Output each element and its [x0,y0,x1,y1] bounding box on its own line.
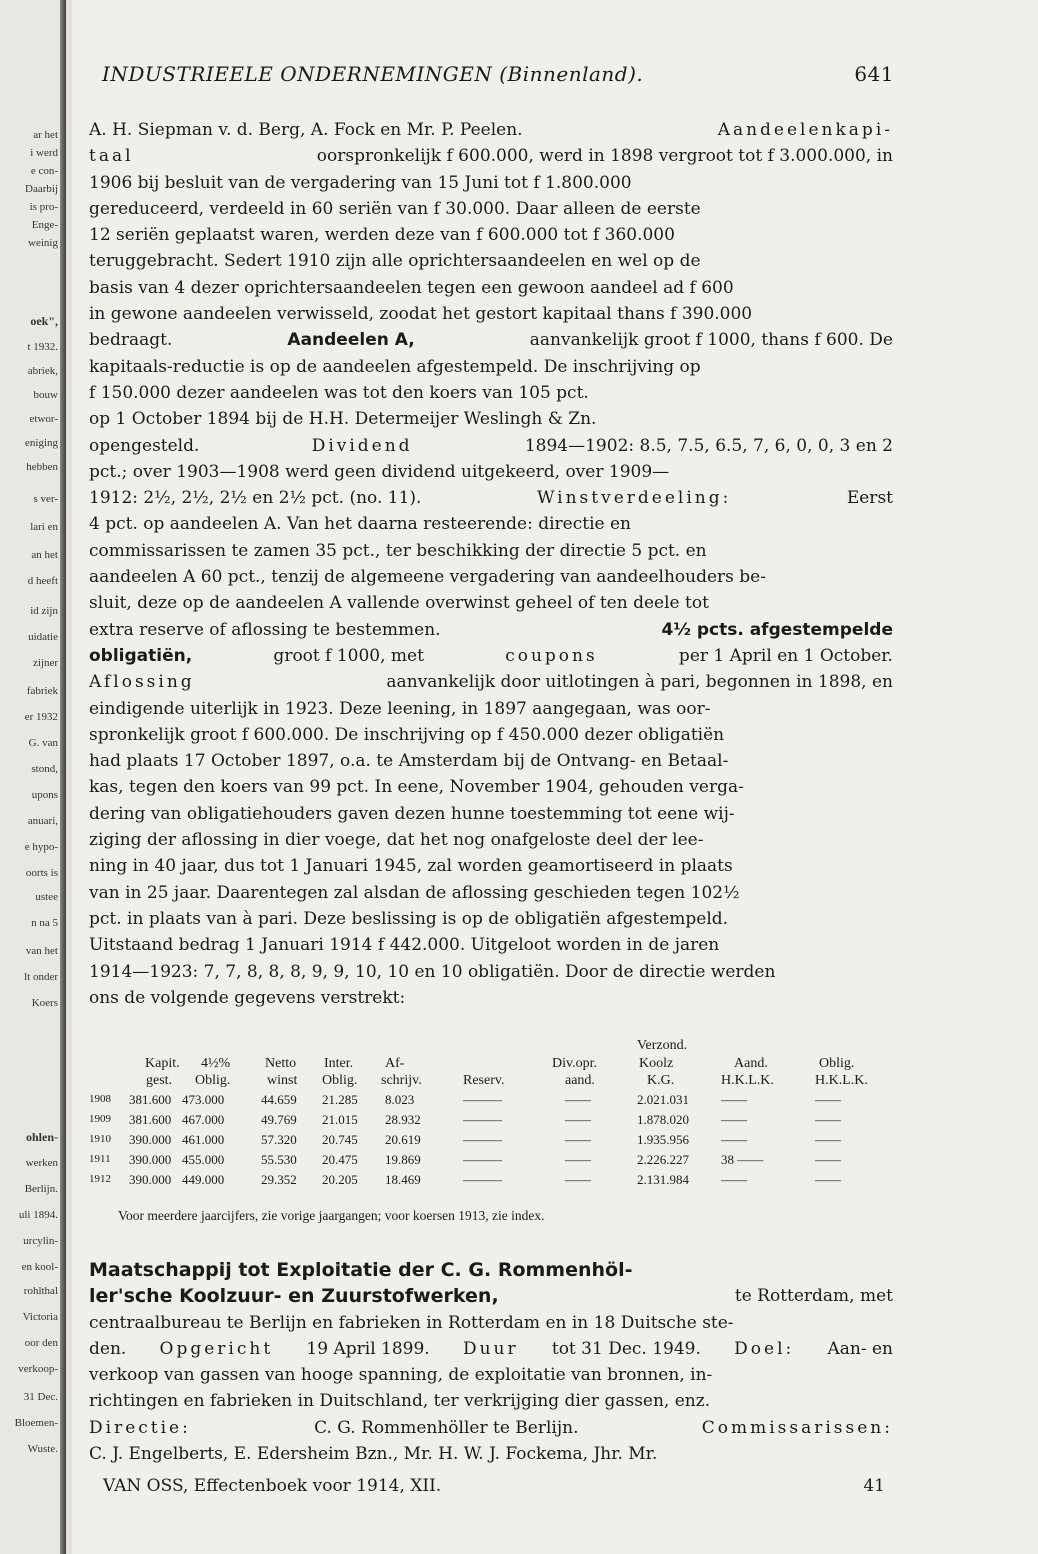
text-line [89,1283,893,1309]
text-run: Aflossing [89,672,195,693]
gutter-fragment: upons [31,789,58,801]
table-cell: —— [565,1112,591,1127]
gutter-fragment: an het [31,549,58,561]
gutter-fragment: id zijn [30,605,58,617]
text-run: Eerst [841,488,893,509]
text-run: ning in 40 jaar, dus tot 1 Januari 1945, zal worden geamortiseerd in plaats [89,856,733,877]
table-cell: —— [565,1092,591,1107]
table-header: Kapit. [145,1056,180,1071]
gutter-fragment: stond, [31,763,58,775]
company-entry-rommenholler [89,1257,893,1467]
gutter-fragment: is pro- [29,201,58,213]
text-line [89,774,893,800]
table-cell: —— [565,1152,591,1167]
table-cell: 2.131.984 [637,1172,689,1187]
table-cell: 20.745 [322,1132,358,1147]
gutter-fragment: zijner [32,657,58,669]
text-run: gereduceerd, verdeeld in 60 seriën van f 30.000. Daar alleen de eerste [89,198,701,219]
table-header: 4½% [201,1056,231,1071]
text-run: ons de volgende gegevens verstrekt: [89,987,406,1008]
table-cell: 449.000 [182,1172,225,1187]
gutter-fragment: er 1932 [24,711,58,723]
text-line [89,1441,893,1467]
text-line [89,1336,893,1362]
table-cell: —— [565,1132,591,1147]
gutter-fragment: Wuste. [27,1443,58,1455]
table-cell: 1.878.020 [637,1112,689,1127]
gutter-fragment: ustee [35,891,58,903]
table-cell: ——— [463,1132,502,1147]
gutter-fragment: etwor- [29,413,58,425]
gutter-fragment: oorts is [25,867,58,879]
gutter-fragment: e con- [30,165,58,177]
text-run: per 1 April en 1 October. [673,645,893,666]
footer-reference: VAN OSS, Effectenboek voor 1914, XII. [103,1476,442,1496]
text-run: kas, tegen den koers van 99 pct. In eene, November 1904, gehouden verga- [89,777,744,798]
gutter-fragment: uli 1894. [18,1209,58,1221]
text-run: obligatiën, [89,645,193,666]
gutter-fragment: anuari, [27,815,58,827]
text-run: aanvankelijk door uitlotingen à pari, begonnen in 1898, en [381,672,893,693]
table-year: 1909 [89,1113,111,1125]
text-run: Dividend [311,435,413,456]
text-line [89,959,893,985]
gutter-fragment: Bloemen- [14,1417,58,1429]
table-header: Oblig. [819,1056,855,1071]
text-run: ziging der aflossing in dier voege, dat het nog onafgeloste deel der lee- [89,830,704,851]
table-header: schrijv. [381,1073,422,1088]
text-line [89,1415,893,1441]
text-line [89,327,893,353]
text-run: had plaats 17 October 1897, o.a. te Amsterdam bij de Ontvang- en Betaal- [89,751,729,772]
table-cell: —— [815,1152,841,1167]
text-line [89,827,893,853]
gutter-fragment: lt onder [24,971,58,983]
gutter-fragment: rohlthal [23,1285,58,1297]
page-number: 641 [854,62,894,86]
text-run: oorspronkelijk f 600.000, werd in 1898 vergroot tot f 3.000.000, in [311,146,893,167]
text-run: 1906 bij besluit van de vergadering van 15 Juni tot f 1.800.000 [89,172,632,193]
text-line [89,590,893,616]
text-line [89,538,893,564]
table-header: Netto [265,1056,297,1071]
text-run: ler'sche Koolzuur- en Zuurstofwerken, [89,1285,499,1308]
text-line [89,511,893,537]
table-cell: 20.205 [322,1172,358,1187]
table-header: aand. [565,1073,595,1088]
table-header: Aand. [734,1056,768,1071]
gutter-fragment: eniging [25,437,58,449]
text-run: op 1 October 1894 bij de H.H. Determeijer Weslingh & Zn. [89,409,597,430]
text-run: 4 pct. op aandeelen A. Van het daarna resteerende: directie en [89,514,631,535]
gutter-fragment: 31 Dec. [23,1391,58,1403]
table-cell: —— [721,1132,747,1147]
gutter-fragment: Enge- [31,219,58,231]
text-run: den. [89,1338,132,1359]
text-line [89,196,893,222]
text-run: Aandeelenkapi- [717,120,893,140]
text-run: van in 25 jaar. Daarentegen zal alsdan de aflossing geschieden tegen 102½ [89,882,740,903]
table-cell: —— [565,1172,591,1187]
gutter-fragment: fabriek [26,685,58,697]
text-run: tot 31 Dec. 1949. [546,1338,707,1359]
text-line [89,170,893,196]
table-header: Oblig. [195,1073,231,1088]
gutter-fragment: G. van [28,737,58,749]
table-year: 1908 [89,1093,111,1105]
table-cell: —— [721,1092,747,1107]
table-cell: 55.530 [261,1152,297,1167]
table-cell: ——— [463,1092,502,1107]
gutter-fragment: ohlen- [25,1130,58,1144]
table-cell: 467.000 [182,1112,225,1127]
table-header: winst [267,1073,298,1088]
text-run: extra reserve of aflossing te bestemmen. [89,619,446,640]
text-run: bedraagt. [89,330,178,351]
gutter-fragment: oek", [30,314,58,328]
table-cell: —— [815,1132,841,1147]
gutter-fragment: hebben [26,461,58,473]
text-run: Directie: [89,1417,191,1438]
text-run: aanvankelijk groot f 1000, thans f 600. De [524,330,893,351]
table-header: Div.opr. [552,1056,597,1071]
table-cell: —— [815,1092,841,1107]
table-cell: 390.000 [129,1132,172,1147]
text-line [89,906,893,932]
gutter-fragment: Berlijn. [24,1183,58,1195]
gutter-fragment: Victoria [22,1311,58,1323]
running-header [102,62,894,90]
text-run: opengesteld. [89,435,205,456]
table-cell: 29.352 [261,1172,297,1187]
body-text [89,117,893,1011]
text-line [89,459,893,485]
text-run: coupons [505,645,598,666]
gutter-fragment: s ver- [33,493,58,505]
table-cell: ——— [463,1152,502,1167]
text-run: basis van 4 dezer oprichtersaandeelen tegen een gewoon aandeel ad f 600 [89,277,734,298]
text-run: teruggebracht. Sedert 1910 zijn alle oprichtersaandeelen en wel op de [89,251,701,272]
text-line [89,380,893,406]
table-cell: 455.000 [182,1152,225,1167]
text-line [89,275,893,301]
text-line [89,722,893,748]
text-line [89,143,893,169]
text-line [89,301,893,327]
table-header: Koolz [639,1056,674,1071]
table-header: gest. [146,1073,173,1088]
gutter-fragment: werken [25,1157,58,1169]
text-run: eindigende uiterlijk in 1923. Deze leening, in 1897 aangegaan, was oor- [89,698,711,719]
table-cell: 44.659 [261,1092,297,1107]
gutter-fragment: bouw [33,389,58,401]
text-run: richtingen en fabrieken in Duitschland, ter verkrijging dier gassen, enz. [89,1391,711,1412]
table-header: Reserv. [463,1073,505,1088]
text-run: pct.; over 1903—1908 werd geen dividend uitgekeerd, over 1909— [89,461,670,482]
table-cell: 20.619 [385,1132,421,1147]
text-line [89,932,893,958]
table-cell: 38 —— [721,1152,764,1167]
table-cell: 390.000 [129,1152,172,1167]
table-cell: 49.769 [261,1112,297,1127]
text-line [89,1388,893,1414]
table-cell: 28.932 [385,1112,421,1127]
table-header: H.K.L.K. [815,1073,868,1088]
text-line [89,1310,893,1336]
table-cell: 2.226.227 [637,1152,689,1167]
text-run: te Rotterdam, met [729,1286,893,1307]
table-cell: —— [721,1112,747,1127]
table-cell: 20.475 [322,1152,358,1167]
gutter-fragment: Daarbij [25,183,58,195]
text-line [89,485,893,511]
text-run: Aan- en [822,1338,893,1359]
adjacent-page-gutter [0,0,66,1554]
text-run: taal [89,146,134,167]
gutter-fragment: Koers [31,997,58,1009]
text-run: sluit, deze op de aandeelen A vallende overwinst geheel of ten deele tot [89,593,709,614]
gutter-fragment: uidatie [28,631,58,643]
table-cell: 18.469 [385,1172,421,1187]
text-run: Uitstaand bedrag 1 Januari 1914 f 442.000. Uitgeloot worden in de jaren [89,935,720,956]
text-run: commissarissen te zamen 35 pct., ter beschikking der directie 5 pct. en [89,540,707,561]
text-line [89,222,893,248]
table-header: K.G. [647,1073,675,1088]
table-header: Af- [385,1056,405,1071]
gutter-fragment: i werd [30,147,58,159]
text-run: Opgericht [159,1338,274,1359]
text-run: C. G. Rommenhöller te Berlijn. [308,1417,584,1438]
table-cell: 2.021.031 [637,1092,689,1107]
table-cell: —— [815,1172,841,1187]
table-header: Oblig. [322,1073,358,1088]
gutter-fragment: n na 5 [31,917,58,929]
text-run: Commissarissen: [701,1417,893,1438]
table-year: 1910 [89,1133,111,1145]
text-line [89,801,893,827]
page-binding-shadow [60,0,66,1554]
gutter-fragment: verkoop- [18,1363,58,1375]
page-footer [89,1476,889,1502]
gutter-fragment: weinig [28,237,58,249]
text-run: 19 April 1899. [301,1338,436,1359]
gutter-fragment: d heeft [27,575,58,587]
table-footnote: Voor meerdere jaarcijfers, zie vorige jaargangen; voor koersen 1913, zie index. [118,1208,545,1223]
text-line [89,406,893,432]
text-run: Aandeelen A, [287,330,415,351]
text-run: A. H. Siepman v. d. Berg, A. Fock en Mr. P. Peelen. [89,120,528,140]
table-cell: ——— [463,1172,502,1187]
text-line [89,117,893,143]
text-run: aandeelen A 60 pct., tenzij de algemeene vergadering van aandeelhouders be- [89,567,766,588]
table-cell: 21.015 [322,1112,358,1127]
text-line [89,248,893,274]
gutter-fragment: e hypo- [24,841,58,853]
table-cell: 21.285 [322,1092,358,1107]
text-run: Doel: [734,1338,795,1359]
signature-number: 41 [863,1476,885,1496]
text-line [89,880,893,906]
table-cell: 390.000 [129,1172,172,1187]
gutter-fragment: ar het [33,129,58,141]
text-line [89,564,893,590]
text-run: 1914—1923: 7, 7, 8, 8, 8, 9, 9, 10, 10 en 10 obligatiën. Door de directie werden [89,961,776,982]
text-run: verkoop van gassen van hooge spanning, de exploitatie van bronnen, in- [89,1365,713,1386]
table-cell: —— [721,1172,747,1187]
running-title: INDUSTRIEELE ONDERNEMINGEN (Binnenland). [102,62,644,86]
text-line [89,617,893,643]
text-line [89,433,893,459]
text-run: groot f 1000, met [268,645,430,666]
text-line [89,669,893,695]
text-line [89,354,893,380]
gutter-fragment: urcylin- [23,1235,58,1247]
text-run: spronkelijk groot f 600.000. De inschrijving op f 450.000 dezer obligatiën [89,724,725,745]
text-run: C. J. Engelberts, E. Edersheim Bzn., Mr. H. W. J. Fockema, Jhr. Mr. [89,1444,658,1465]
text-run: pct. in plaats van à pari. Deze beslissing is op de obligatiën afgestempeld. [89,908,729,929]
text-run: Winstverdeeling: [536,488,732,509]
text-run: f 150.000 dezer aandeelen was tot den koers van 105 pct. [89,382,589,403]
text-run: Maatschappij tot Exploitatie der C. G. Rommenhöl- [89,1259,633,1281]
gutter-fragment: lari en [30,521,58,533]
table-year: 1911 [89,1153,111,1165]
table-cell: 1.935.956 [637,1132,689,1147]
text-line [89,853,893,879]
table-cell: 461.000 [182,1132,225,1147]
text-line [89,696,893,722]
table-cell: 8.023 [385,1092,415,1107]
text-run: centraalbureau te Berlijn en fabrieken in Rotterdam en in 18 Duitsche ste- [89,1312,734,1333]
gutter-fragment: en kool- [21,1261,58,1273]
text-run: kapitaals-reductie is op de aandeelen afgestempeld. De inschrijving op [89,356,701,377]
text-line [89,1257,893,1283]
text-run: 4½ pcts. afgestempelde [661,619,893,640]
gutter-fragment: oor den [24,1337,58,1349]
table-cell: 19.869 [385,1152,421,1167]
table-cell: 381.600 [129,1112,172,1127]
text-run: in gewone aandeelen verwisseld, zoodat het gestort kapitaal thans f 390.000 [89,304,753,325]
table-header: H.K.L.K. [721,1073,774,1088]
table-cell: 473.000 [182,1092,225,1107]
text-run: 1912: 2½, 2½, 2½ en 2½ pct. (no. 11). [89,488,427,509]
text-run: 12 seriën geplaatst waren, werden deze van f 600.000 tot f 360.000 [89,225,675,246]
table-cell: —— [815,1112,841,1127]
text-line [89,985,893,1011]
gutter-fragment: t 1932. [27,341,58,353]
text-line [89,643,893,669]
table-year: 1912 [89,1173,111,1185]
text-run: 1894—1902: 8.5, 7.5, 6.5, 7, 6, 0, 0, 3 en 2 [519,435,893,456]
gutter-fragment: van het [25,945,58,957]
table-cell: ——— [463,1112,502,1127]
table-cell: 381.600 [129,1092,172,1107]
financial-table [89,1038,895,1188]
text-run: Duur [462,1338,519,1359]
gutter-fragment: abriek, [27,365,58,377]
table-cell: 57.320 [261,1132,297,1147]
text-line [89,1362,893,1388]
table-header: Verzond. [637,1038,688,1053]
text-run: dering van obligatiehouders gaven dezen hunne toestemming tot eene wij- [89,803,735,824]
text-line [89,748,893,774]
table-header: Inter. [324,1056,354,1071]
